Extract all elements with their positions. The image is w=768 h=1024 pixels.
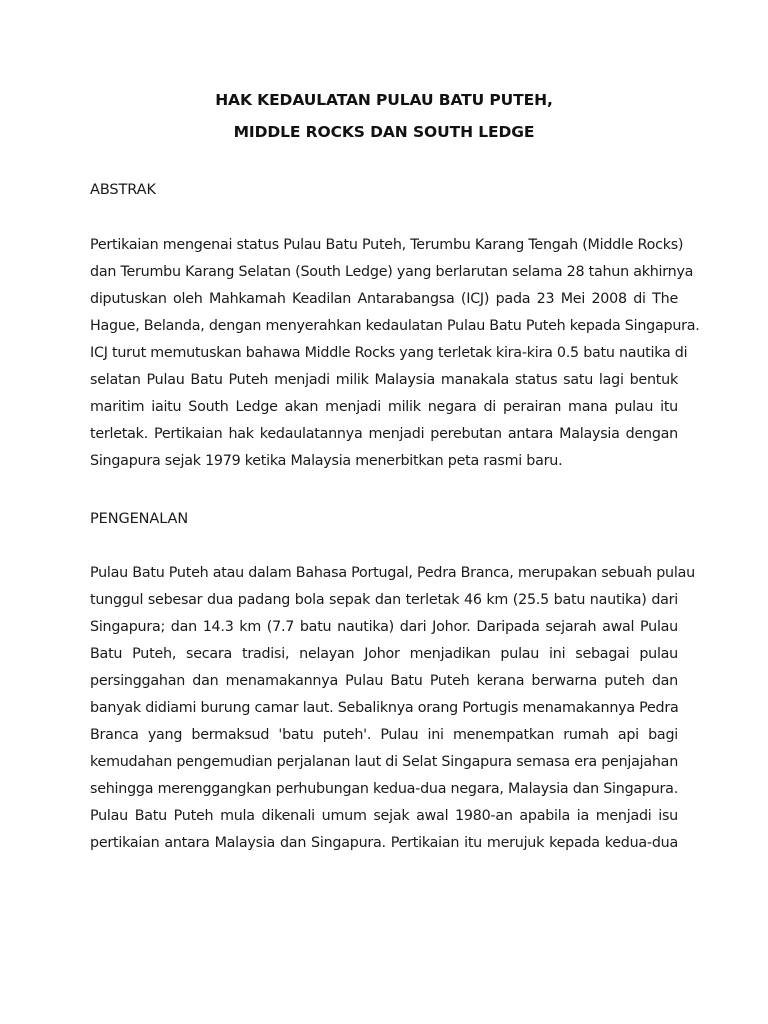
pengenalan-line: persinggahan dan menamakannya Pulau Batu Puteh kerana berwarna puteh dan bbox=[90, 673, 678, 689]
section-heading-abstrak: ABSTRAK bbox=[90, 182, 156, 198]
abstrak-line: Hague, Belanda, dengan menyerahkan kedaulatan Pulau Batu Puteh kepada Singapura. bbox=[90, 318, 700, 334]
pengenalan-line: Branca yang bermaksud 'batu puteh'. Pulau ini menempatkan rumah api bagi bbox=[90, 727, 678, 743]
pengenalan-line: kemudahan pengemudian perjalanan laut di Selat Singapura semasa era penjajahan bbox=[90, 754, 678, 770]
pengenalan-line: Pulau Batu Puteh mula dikenali umum sejak awal 1980-an apabila ia menjadi isu bbox=[90, 808, 678, 824]
abstrak-line: maritim iaitu South Ledge akan menjadi milik negara di perairan mana pulau itu bbox=[90, 399, 678, 415]
abstrak-line: terletak. Pertikaian hak kedaulatannya menjadi perebutan antara Malaysia dengan bbox=[90, 426, 678, 442]
pengenalan-line: Singapura; dan 14.3 km (7.7 batu nautika) dari Johor. Daripada sejarah awal Pulau bbox=[90, 619, 678, 635]
pengenalan-line: banyak didiami burung camar laut. Sebaliknya orang Portugis menamakannya Pedra bbox=[90, 700, 679, 716]
pengenalan-line: sehingga merenggangkan perhubungan kedua-dua negara, Malaysia dan Singapura. bbox=[90, 781, 678, 797]
pengenalan-line: pertikaian antara Malaysia dan Singapura. Pertikaian itu merujuk kepada kedua-dua bbox=[90, 835, 678, 851]
abstrak-line: diputuskan oleh Mahkamah Keadilan Antarabangsa (ICJ) pada 23 Mei 2008 di The bbox=[90, 291, 678, 307]
document-title-line-2: MIDDLE ROCKS DAN SOUTH LEDGE bbox=[233, 123, 535, 141]
pengenalan-line: Pulau Batu Puteh atau dalam Bahasa Portugal, Pedra Branca, merupakan sebuah pulau bbox=[90, 565, 695, 581]
pengenalan-line: Batu Puteh, secara tradisi, nelayan Johor menjadikan pulau ini sebagai pulau bbox=[90, 646, 678, 662]
abstrak-line: ICJ turut memutuskan bahawa Middle Rocks yang terletak kira-kira 0.5 batu nautika di bbox=[90, 345, 688, 361]
abstrak-line: dan Terumbu Karang Selatan (South Ledge) yang berlarutan selama 28 tahun akhirnya bbox=[90, 264, 694, 280]
abstrak-line: selatan Pulau Batu Puteh menjadi milik Malaysia manakala status satu lagi bentuk bbox=[90, 372, 678, 388]
document-title-line-1: HAK KEDAULATAN PULAU BATU PUTEH, bbox=[215, 91, 553, 109]
abstrak-line: Singapura sejak 1979 ketika Malaysia menerbitkan peta rasmi baru. bbox=[90, 453, 563, 469]
pengenalan-line: tunggul sebesar dua padang bola sepak dan terletak 46 km (25.5 batu nautika) dari bbox=[90, 592, 678, 608]
abstrak-line: Pertikaian mengenai status Pulau Batu Puteh, Terumbu Karang Tengah (Middle Rocks) bbox=[90, 237, 684, 253]
section-heading-pengenalan: PENGENALAN bbox=[90, 511, 189, 527]
